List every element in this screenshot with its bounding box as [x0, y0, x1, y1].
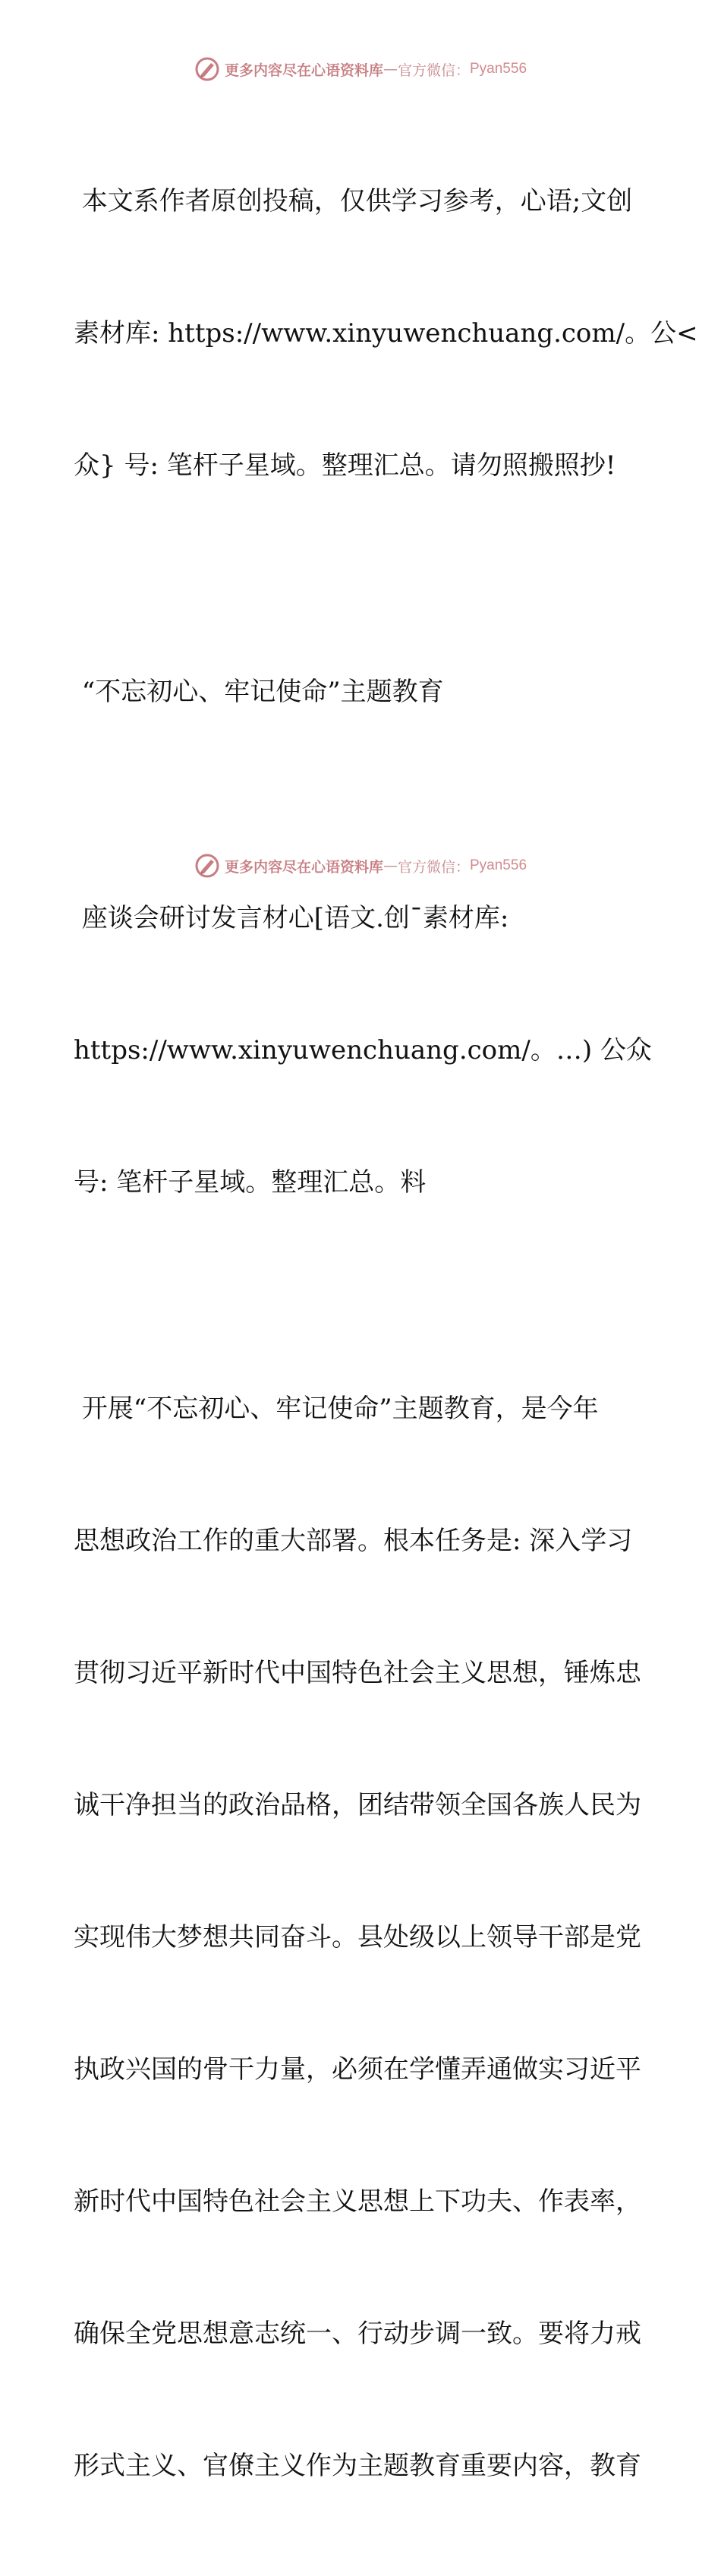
document-body — [74, 91, 698, 2576]
banner-separator: — — [383, 61, 398, 77]
body-paragraph — [74, 1299, 650, 2576]
paragraph-line: 新时代中国特色社会主义思想上下功夫、作表率， — [74, 2186, 641, 2217]
subtitle-line: https://www.xinyuwenchuang.com/。…) 公众 — [74, 1035, 652, 1065]
banner-wechat-label: 官方微信： — [397, 858, 470, 876]
banner-separator: — — [383, 857, 398, 874]
banner-main-text: 更多内容尽在心语资料库 — [224, 858, 383, 876]
pen-seal-icon — [194, 56, 220, 82]
intro-line: 本文系作者原创投稿，仅供学习参考，心语;文创 — [74, 186, 633, 216]
title-line: “不忘初心、牢记使命”主题教育 — [74, 677, 444, 707]
paragraph-line: 执政兴国的骨干力量，必须在学懂弄通做实习近平 — [74, 2054, 641, 2085]
paragraph-line: 确保全党思想意志统一、行动步调一致。要将力戒 — [74, 2319, 641, 2349]
paragraph-line: 开展“不忘初心、牢记使命”主题教育，是今年 — [74, 1394, 599, 1424]
subtitle-line: 号: 笔杆子星域。整理汇总。料 — [74, 1167, 427, 1198]
pen-seal-icon — [194, 853, 220, 879]
banner-wechat-id: Pyan556 — [470, 857, 527, 873]
header-watermark-banner — [0, 54, 721, 84]
subtitle-line: 座谈会研讨发言材心[语文.创¯素材库: — [74, 903, 509, 933]
intro-paragraph — [74, 91, 698, 576]
paragraph-line: 贯彻习近平新时代中国特色社会主义思想，锤炼忠 — [74, 1658, 641, 1688]
paragraph-line: 诚干净担当的政治品格，团结带领全国各族人民为 — [74, 1790, 641, 1820]
paragraph-line: 思想政治工作的重大部署。根本任务是: 深入学习 — [74, 1526, 633, 1556]
intro-line: 众} 号: 笔杆子星域。整理汇总。请勿照搬照抄! — [74, 450, 616, 481]
banner-wechat-id: Pyan556 — [470, 61, 527, 77]
banner-wechat-label: 官方微信： — [397, 62, 470, 79]
footer-watermark-banner — [0, 851, 721, 881]
intro-line: 素材库: https://www.xinyuwenchuang.com/。公< — [74, 318, 698, 349]
paragraph-line: 实现伟大梦想共同奋斗。县处级以上领导干部是党 — [74, 1922, 641, 1953]
banner-main-text: 更多内容尽在心语资料库 — [224, 62, 383, 79]
paragraph-line: 形式主义、官僚主义作为主题教育重要内容，教育 — [74, 2451, 641, 2481]
document-title — [74, 582, 650, 802]
